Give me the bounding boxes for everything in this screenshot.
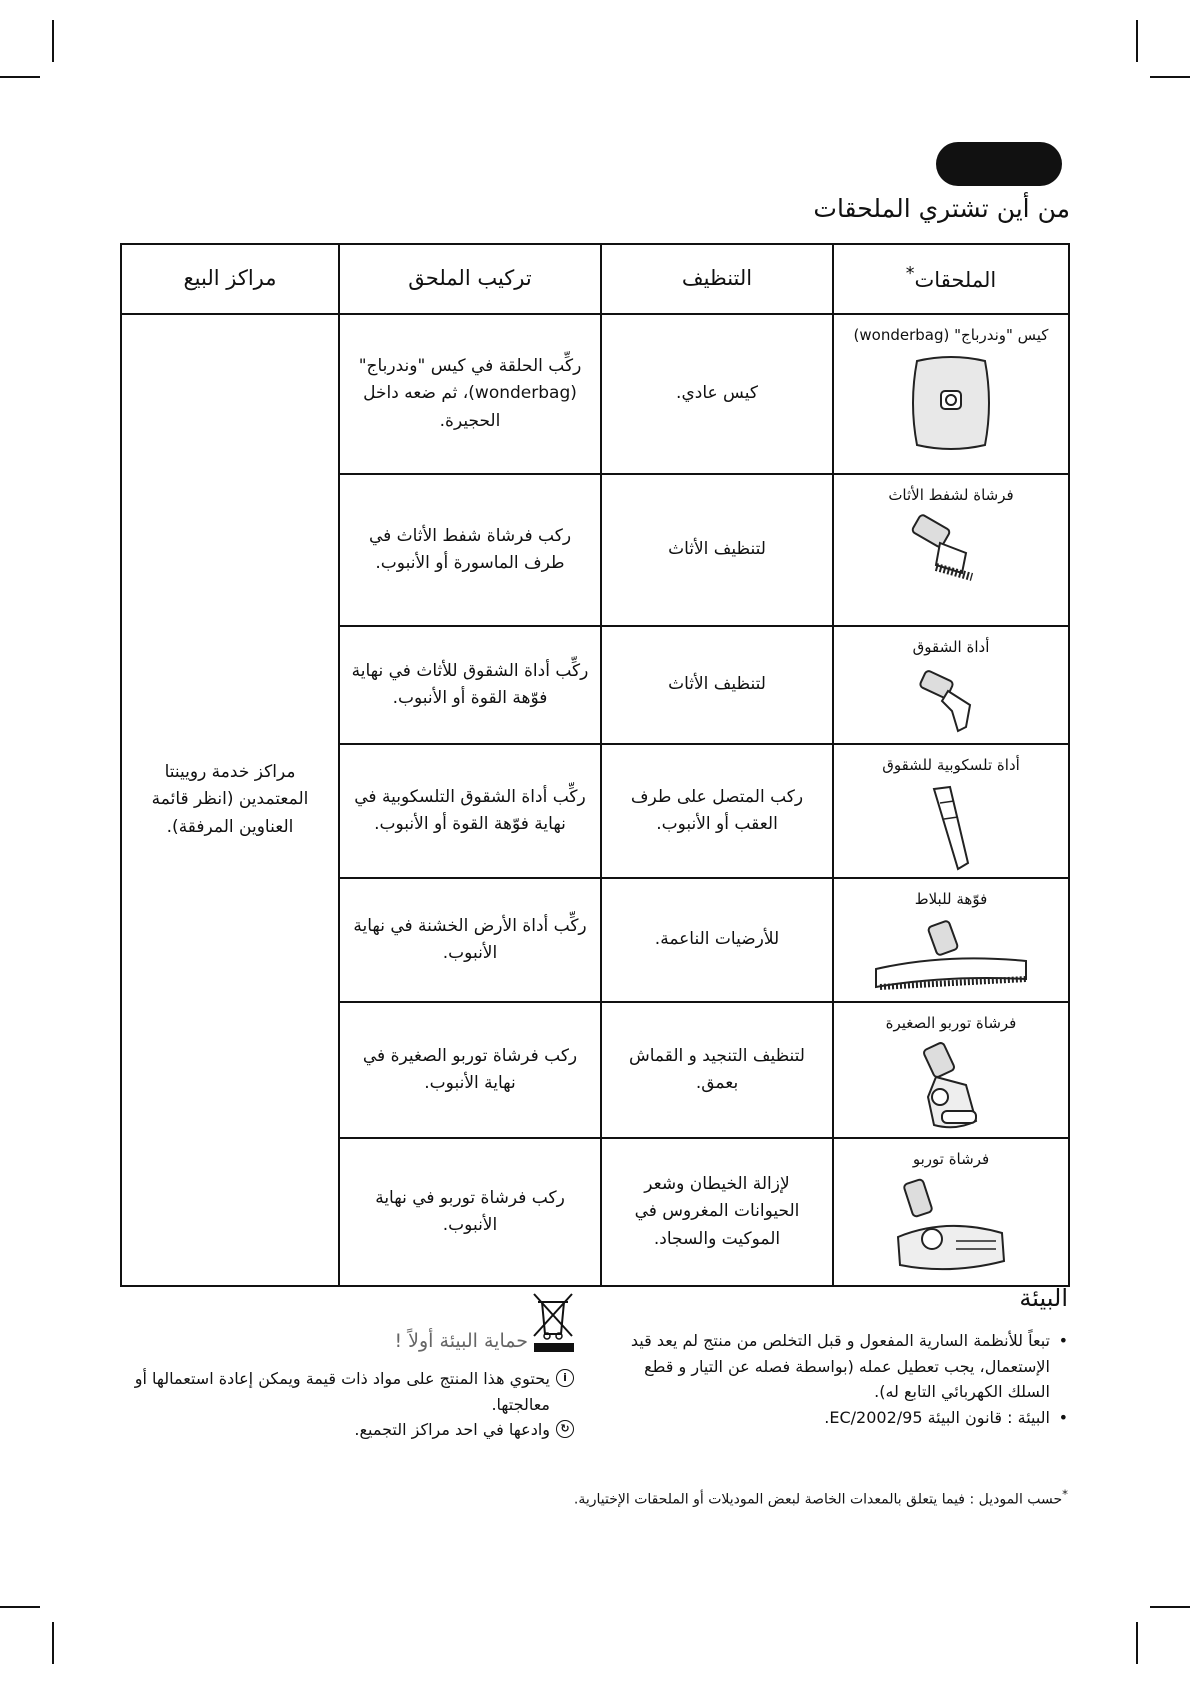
list-item: • البيئة : قانون البيئة 2002/95/EC. (603, 1405, 1068, 1431)
environment-title: البيئة (1019, 1284, 1068, 1312)
accessory-cell (833, 878, 1069, 1002)
crop-mark (52, 1622, 54, 1664)
recycle-icon: ↻ (556, 1420, 574, 1438)
fitting-cell: ركب فرشاة توربو في نهاية الأنبوب. (339, 1138, 601, 1286)
page-title: من أين تشتري الملحقات (813, 194, 1070, 223)
accessory-cell (833, 314, 1069, 474)
cleaning-cell: لتنظيف التنجيد و القماش بعمق. (601, 1002, 833, 1138)
protect-environment-title: حماية البيئة أولاً ! (394, 1330, 528, 1352)
cleaning-cell: لتنظيف الأثاث (601, 474, 833, 626)
environment-bullets (603, 1328, 1068, 1430)
footnote: *حسب الموديل : فيما يتعلق بالمعدات الخاصة لبعض الموديلات أو الملحقات الإختيارية. (573, 1487, 1068, 1508)
crop-mark (52, 20, 54, 62)
accessory-label: أداة الشقوق (912, 638, 990, 656)
crop-mark (0, 76, 40, 78)
accessory-label: فرشاة توربو الصغيرة (885, 1014, 1017, 1032)
fitting-cell: ركِّب أداة الشقوق التلسكوبية في نهاية فوّهة القوة أو الأنبوب. (339, 744, 601, 878)
header-accessory: الملحقات* (833, 244, 1069, 314)
accessory-cell (833, 1002, 1069, 1138)
cleaning-cell: لإزالة الخيطان وشعر الحيوانات المغروس في الموكيت والسجاد. (601, 1138, 833, 1286)
cleaning-cell: كيس عادي. (601, 314, 833, 474)
info-line (104, 1417, 574, 1443)
crossed-bin-icon (530, 1290, 576, 1340)
accessory-label: أداة تلسكوبية للشقوق (882, 756, 1020, 774)
crop-mark (1136, 20, 1138, 62)
header-cleaning: التنظيف (601, 244, 833, 314)
accessory-cell (833, 744, 1069, 878)
accessories-table (120, 243, 1070, 1287)
fitting-cell: ركب فرشاة شفط الأثاث في طرف الماسورة أو الأنبوب. (339, 474, 601, 626)
environment-info (104, 1366, 574, 1443)
tile-nozzle-icon (866, 917, 1036, 997)
cleaning-cell: لتنظيف الأثاث (601, 626, 833, 744)
crevice-tool-icon (916, 665, 986, 735)
fitting-cell: ركِّب أداة الأرض الخشنة في نهاية الأنبوب. (339, 878, 601, 1002)
stores-cell: مراكز خدمة رويينتا المعتمدين (انظر قائمة العناوين المرفقة). (121, 314, 339, 1286)
telescopic-crevice-icon (916, 783, 986, 873)
accessory-label: فرشاة لشفط الأثاث (888, 486, 1014, 504)
mini-turbo-brush-icon (906, 1041, 996, 1133)
accessory-label: فرشاة توربو (912, 1150, 990, 1168)
accessory-label: كيس "وندرباج" (wonderbag) (853, 326, 1049, 344)
cleaning-cell: ركب المتصل على طرف العقب أو الأنبوب. (601, 744, 833, 878)
weee-bar (534, 1343, 574, 1352)
crop-mark (1150, 76, 1190, 78)
crop-mark (1150, 1606, 1190, 1608)
language-tab (936, 142, 1062, 186)
table-row (121, 314, 1069, 474)
fitting-cell: ركِّب الحلقة في كيس "وندرباج" (wonderbag)، ثم ضعه داخل الحجيرة. (339, 314, 601, 474)
fitting-cell: ركب فرشاة توربو الصغيرة في نهاية الأنبوب. (339, 1002, 601, 1138)
turbo-brush-icon (886, 1177, 1016, 1281)
accessory-cell (833, 1138, 1069, 1286)
info-icon: i (556, 1369, 574, 1387)
list-item: • تبعاً للأنظمة السارية المفعول و قبل التخلص من منتج لم يعد قيد الإستعمال، يجب تعطيل عمله (بواسطة فصله عن التيار و قطع السلك الكهربائي التابع له). (603, 1328, 1068, 1405)
accessory-cell (833, 474, 1069, 626)
crop-mark (1136, 1622, 1138, 1664)
header-fitting: تركيب الملحق (339, 244, 601, 314)
header-stores: مراكز البيع (121, 244, 339, 314)
info-line (104, 1366, 574, 1417)
furniture-brush-icon (906, 513, 996, 593)
fitting-cell: ركِّب أداة الشقوق للأثاث في نهاية فوّهة القوة أو الأنبوب. (339, 626, 601, 744)
accessory-cell (833, 626, 1069, 744)
table-header-row (121, 244, 1069, 314)
info-text: وادعها في احد مراكز التجميع. (354, 1420, 550, 1440)
cleaning-cell: للأرضيات الناعمة. (601, 878, 833, 1002)
accessory-label: فوّهة للبلاط (914, 890, 988, 908)
wonderbag-icon (909, 353, 993, 453)
crop-mark (0, 1606, 40, 1608)
info-text: يحتوي هذا المنتج على مواد ذات قيمة ويمكن إعادة استعمالها أو معالجتها. (134, 1369, 550, 1414)
